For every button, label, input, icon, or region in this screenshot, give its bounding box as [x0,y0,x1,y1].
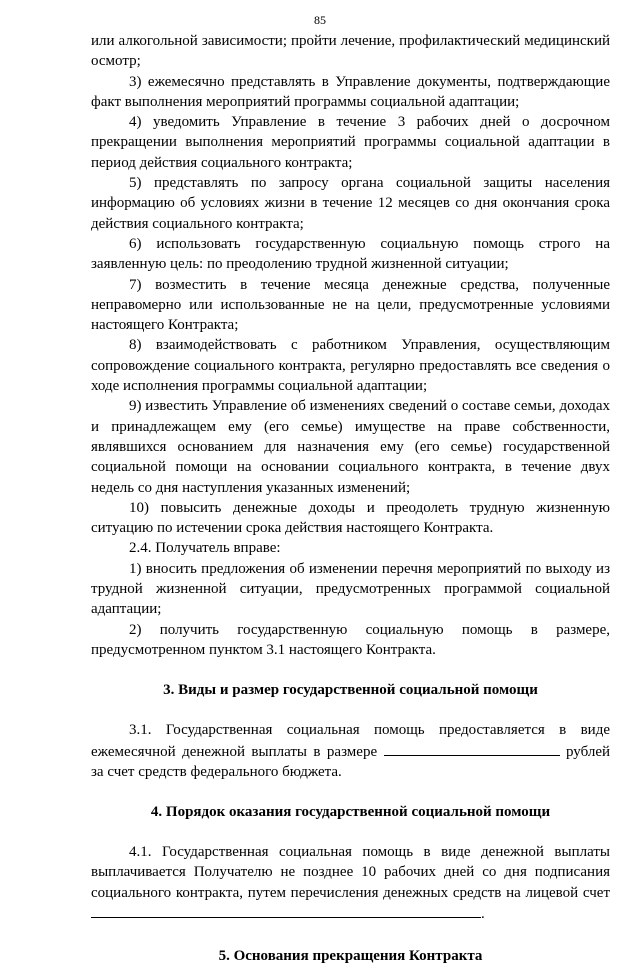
clause-2-4: 2.4. Получатель вправе: [129,540,281,557]
right-item-1: 1) вносить предложения об изменении перечня мероприятий по выходу из трудной жизненной ситуации, предусмотренных программой социальной адаптации; [91,560,610,618]
section-4-heading: 4. Порядок оказания государственной социальной помощи [150,804,551,821]
obligation-item-4: 4) уведомить Управление в течение 3 рабочих дней о досрочном прекращении выполнения мероприятий программы социальной адаптации в период действия социального контракта; [91,114,610,171]
clause-3-1-tail: рублей за счет средств федерального бюджета. [91,743,611,780]
obligation-item-8: 8) взаимодействовать с работником Управления, осуществляющим сопровождение социального контракта, регулярно предоставлять все сведения о ходе исполнения программы социальной адаптации; [91,337,610,395]
page-number: 85 [314,13,326,27]
obligation-item-6: 6) использовать государственную социальную помощь строго на заявленную цель: по преодолению трудной жизненной ситуации; [91,235,610,273]
clause-4-1 [91,842,610,924]
clause-3-1-text: 3.1. Государственная социальная помощь предоставляется в виде ежемесячной денежной выплаты в размере [91,722,610,760]
clause-4-1-text: 4.1. Государственная социальная помощь в виде денежной выплаты выплачивается Получателю не позднее 10 рабочих дней со дня подписания социального контракта, путем перечисления денежных средств на лицевой счет [91,844,610,901]
right-item-2: 2) получить государственную социальную помощь в размере, предусмотренном пунктом 3.1 настоящего Контракта. [91,621,610,658]
document-body [91,31,610,966]
obligation-item-7: 7) возместить в течение месяца денежные средства, полученные неправомерно или использованные не на цели, предусмотренные условиями настоящего Контракта; [91,276,610,334]
obligation-item-10: 10) повысить денежные доходы и преодолеть трудную жизненную ситуацию по истечении срока действия настоящего Контракта. [91,499,610,537]
obligation-item-3: 3) ежемесячно представлять в Управление документы, подтверждающие факт выполнения мероприятий программы социальной адаптации; [91,73,610,110]
obligation-item-5: 5) представлять по запросу органа социальной защиты населения информацию об условиях жизни в течение 12 месяцев со дня окончания срока действия социального контракта; [91,175,610,232]
clause-4-1-end: . [481,905,485,922]
section-5-heading: 5. Основания прекращения Контракта [218,948,483,965]
account-blank-field[interactable] [91,903,481,918]
amount-blank-field[interactable] [384,741,560,756]
clause-3-1 [91,720,610,782]
obligation-item-9: 9) известить Управление об изменениях сведений о составе семьи, доходах и принадлежащем ему (его семье) имуществе на праве собственности, являвшихся основанием для назначения ему (его семье) государственной социальной помощи на основании социального контракта, в течение двух недель со дня наступления указанных изменений; [91,398,610,496]
section-3-heading: 3. Виды и размер государственной социальной помощи [163,682,538,699]
paragraph-continuation: или алкогольной зависимости; пройти лечение, профилактический медицинский осмотр; [91,33,610,70]
